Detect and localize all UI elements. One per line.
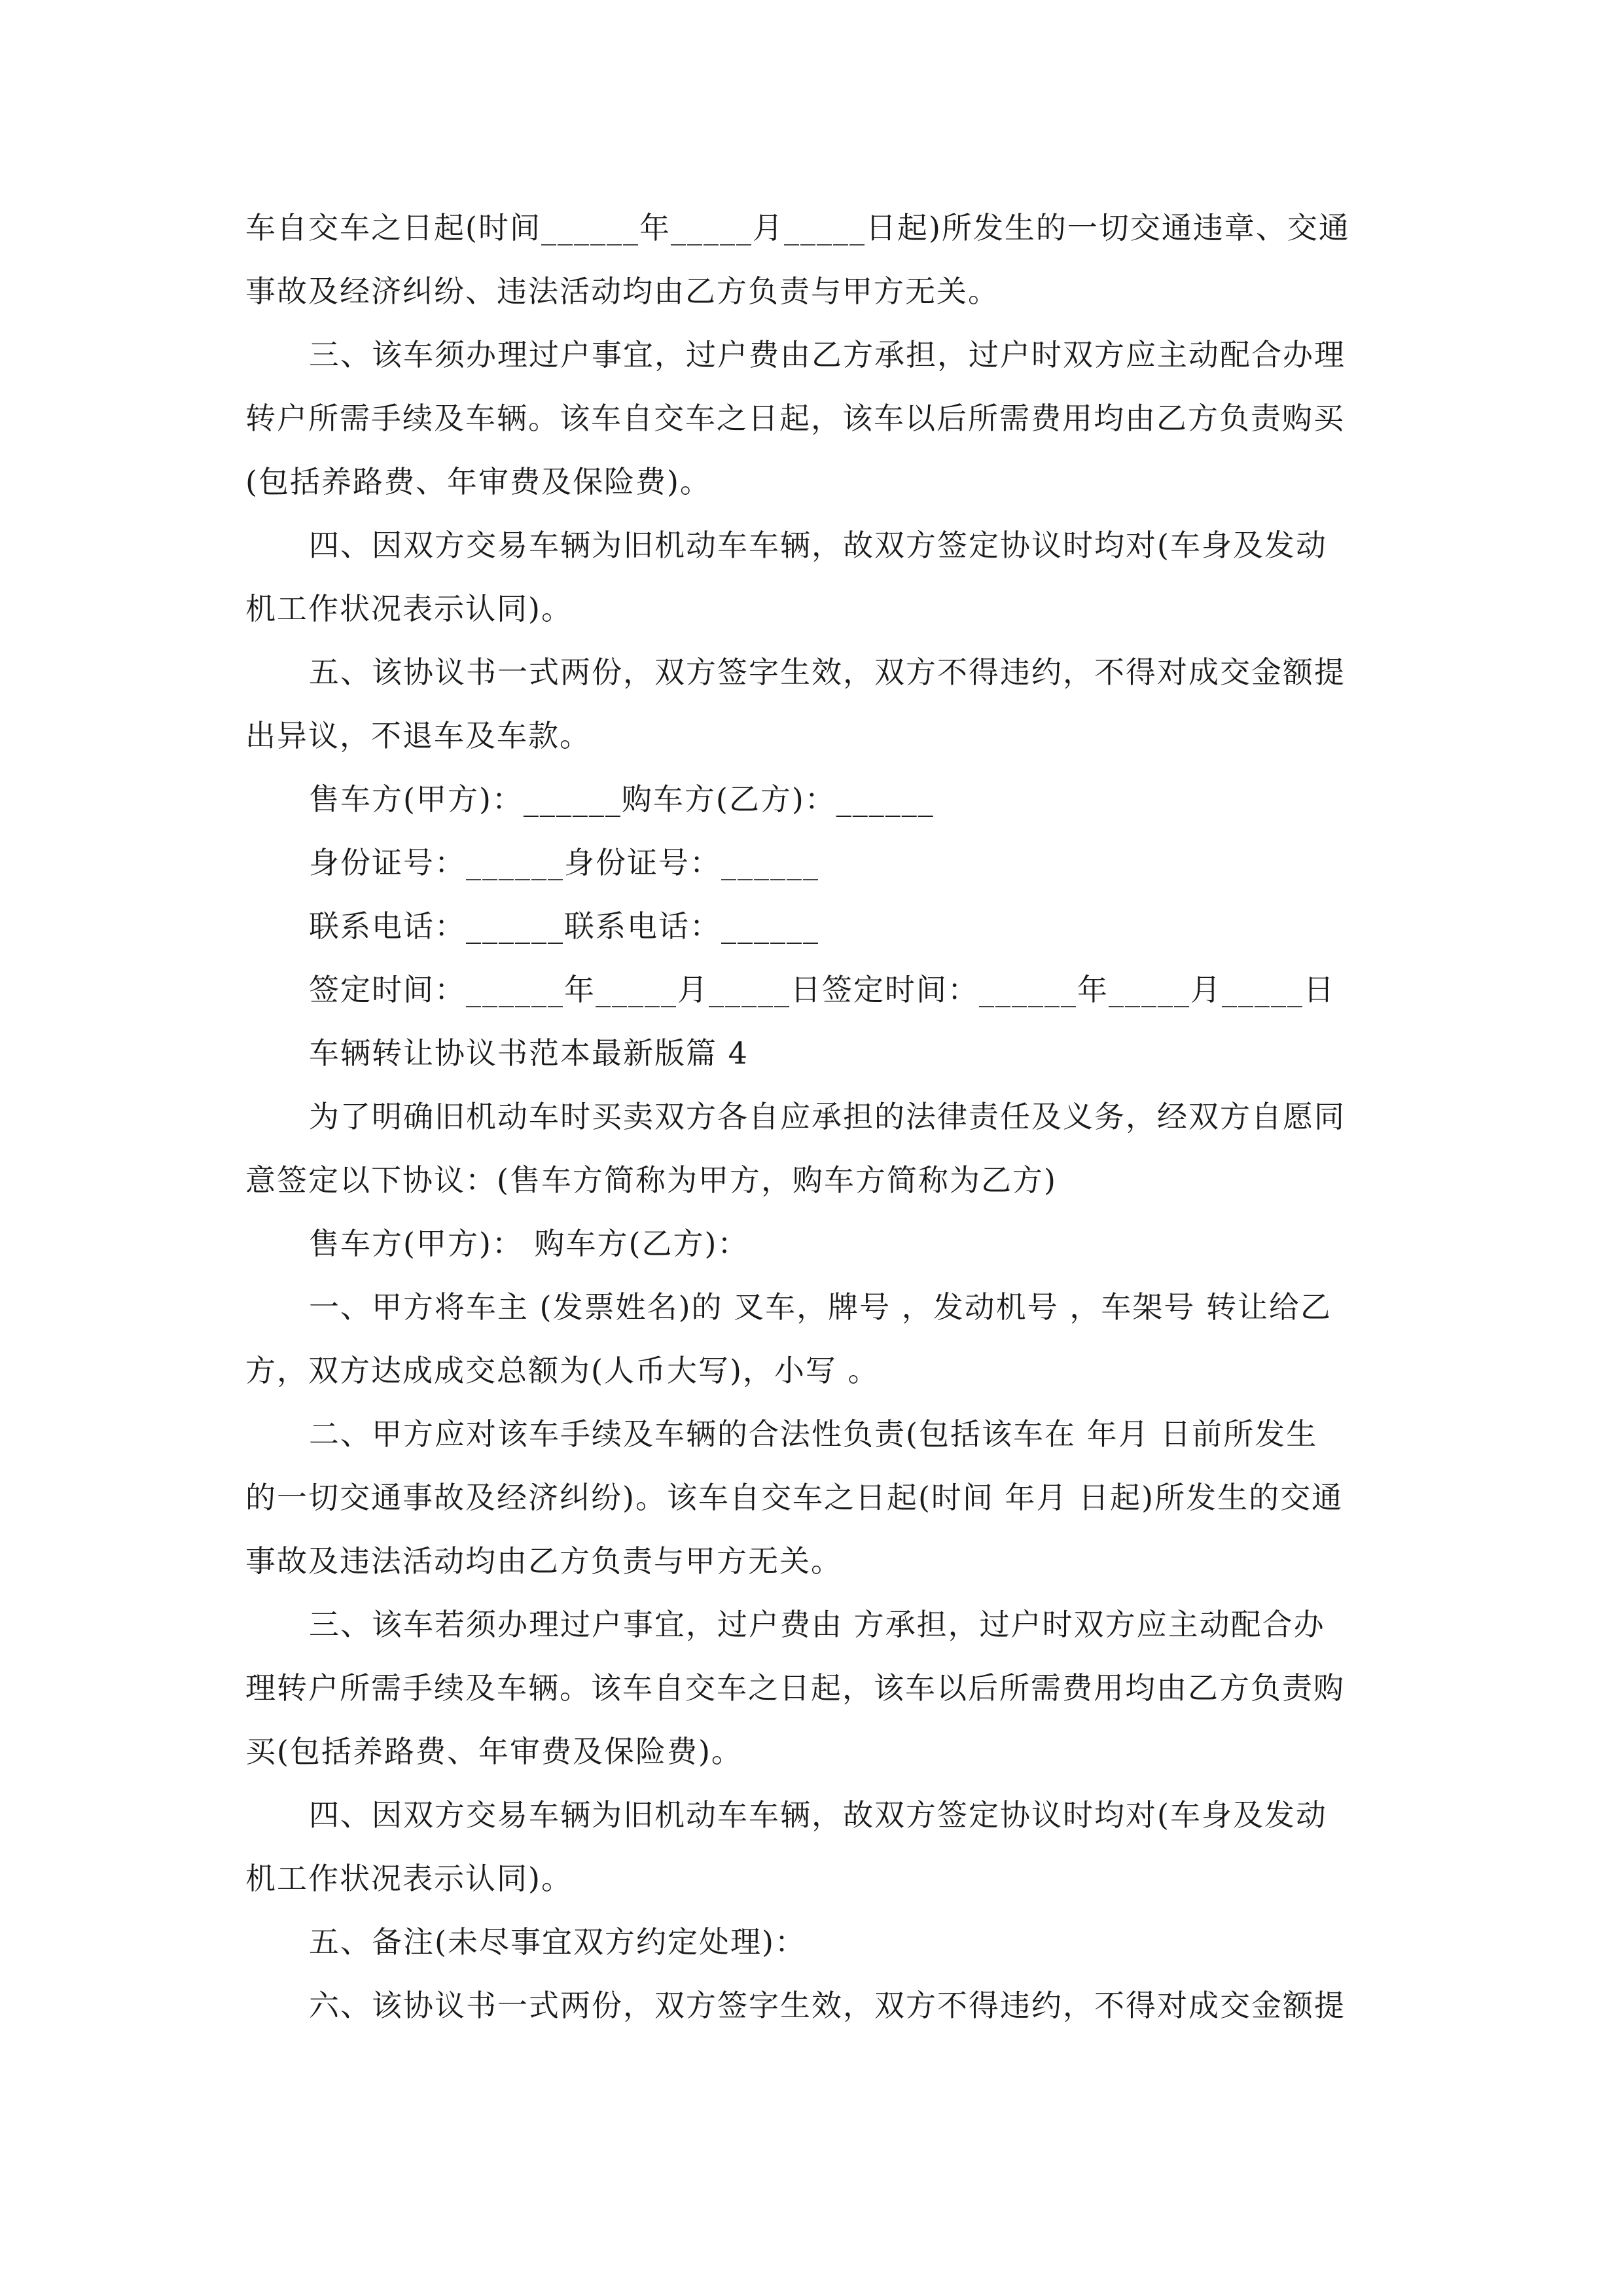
text-line: 出异议，不退车及车款。 [245, 718, 591, 753]
intro-paragraph-start: 为了明确旧机动车时买卖双方各自应承担的法律责任及义务，经双方自愿同 [309, 1099, 1346, 1134]
text-line: 的一切交通事故及经济纠纷)。该车自交车之日起(时间 年月 日起)所发生的交通 [245, 1480, 1344, 1515]
clause-6-start: 六、该协议书一式两份，双方签字生效，双方不得违约，不得对成交金额提 [309, 1988, 1346, 2023]
text-line: (包括养路费、年审费及保险费)。 [245, 464, 711, 499]
text-line: 意签定以下协议：(售车方简称为甲方，购车方简称为乙方) [245, 1162, 1057, 1198]
paragraph-5-start: 五、该协议书一式两份，双方签字生效，双方不得违约，不得对成交金额提 [309, 655, 1346, 690]
sign-date-line: 签定时间：______年_____月_____日签定时间：______年_____月_____日 [309, 972, 1335, 1007]
text-line: 方，双方达成成交总额为(人币大写)，小写 。 [245, 1353, 880, 1388]
text-line: 机工作状况表示认同)。 [245, 1861, 573, 1896]
seller-buyer-line: 售车方(甲方)：______购车方(乙方)：______ [309, 781, 935, 817]
clause-2-start: 二、甲方应对该车手续及车辆的合法性负责(包括该车在 年月 日前所发生 [309, 1416, 1318, 1452]
clause-1-start: 一、甲方将车主 (发票姓名)的 叉车，牌号 ，发动机号 ，车架号 转让给乙 [309, 1289, 1332, 1325]
text-line: 事故及违法活动均由乙方负责与甲方无关。 [245, 1543, 842, 1579]
paragraph-3-start: 三、该车须办理过户事宜，过户费由乙方承担，过户时双方应主动配合办理 [309, 337, 1346, 372]
paragraph-4-start: 四、因双方交易车辆为旧机动车车辆，故双方签定协议时均对(车身及发动 [309, 528, 1327, 563]
parties-line: 售车方(甲方)： 购车方(乙方)： [309, 1226, 749, 1261]
section-heading: 车辆转让协议书范本最新版篇 4 [309, 1035, 749, 1071]
text-line: 事故及经济纠纷、违法活动均由乙方负责与甲方无关。 [245, 274, 999, 309]
clause-3-start: 三、该车若须办理过户事宜，过户费由 方承担，过户时双方应主动配合办 [309, 1607, 1325, 1642]
text-line: 理转户所需手续及车辆。该车自交车之日起，该车以后所需费用均由乙方负责购 [245, 1670, 1345, 1706]
text-line: 机工作状况表示认同)。 [245, 591, 573, 626]
text-line: 车自交车之日起(时间______年_____月_____日起)所发生的一切交通违章、交通 [245, 210, 1350, 245]
text-line: 买(包括养路费、年审费及保险费)。 [245, 1734, 743, 1769]
text-line: 转户所需手续及车辆。该车自交车之日起，该车以后所需费用均由乙方负责购买 [245, 401, 1345, 436]
clause-5-remarks: 五、备注(未尽事宜双方约定处理)： [309, 1924, 806, 1960]
clause-4-start: 四、因双方交易车辆为旧机动车车辆，故双方签定协议时均对(车身及发动 [309, 1797, 1327, 1833]
id-number-line: 身份证号：______身份证号：______ [309, 845, 819, 880]
phone-line: 联系电话：______联系电话：______ [309, 908, 819, 944]
